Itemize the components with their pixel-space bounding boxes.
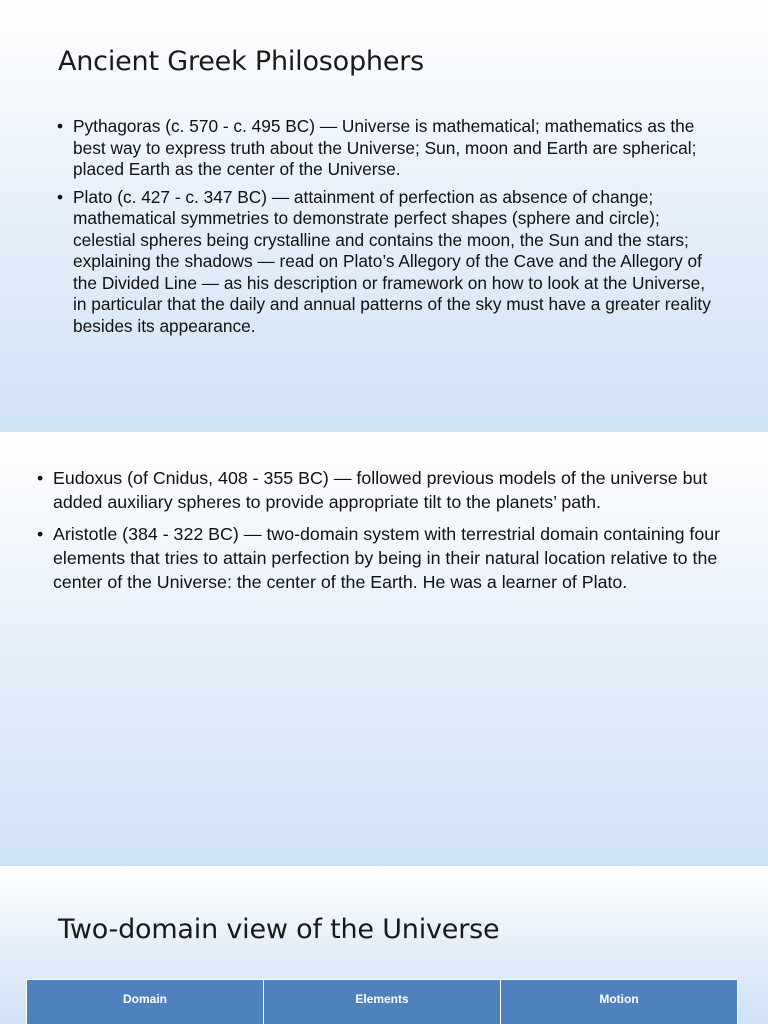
slide-two-domain-view [0, 868, 768, 1024]
slide-ancient-greek-philosophers [0, 0, 768, 432]
domain-table [26, 979, 738, 1024]
bullet-list [37, 466, 737, 602]
slide-title: Ancient Greek Philosophers [58, 46, 425, 77]
bullet-eudoxus: • Eudoxus (of Cnidus, 408 - 355 BC) — followed previous models of the universe but added auxiliary spheres to provide appropriate tilt to the planets’ path. [37, 466, 737, 514]
table-header-row [27, 980, 738, 1024]
slide-title: Two-domain view of the Universe [58, 914, 500, 945]
header-motion: Motion [501, 980, 738, 1024]
bullet-pythagoras: • Pythagoras (c. 570 - c. 495 BC) — Universe is mathematical; mathematics as the best way to express truth about the Universe; Sun, moon and Earth are spherical; placed Earth as the center of the Universe. [57, 116, 717, 181]
header-elements: Elements [264, 980, 501, 1024]
header-domain: Domain [27, 980, 264, 1024]
bullet-list [57, 116, 717, 343]
bullet-aristotle: • Aristotle (384 - 322 BC) — two-domain system with terrestrial domain containing four elements that tries to attain perfection by being in their natural location relative to the center of the Universe: the center of the Earth. He was a learner of Plato. [37, 522, 737, 594]
bullet-plato: • Plato (c. 427 - c. 347 BC) — attainment of perfection as absence of change; mathematical symmetries to demonstrate perfect shapes (sphere and circle); celestial spheres being crystalline and contains the moon, the Sun and the stars; explaining the shadows — read on Plato’s Allegory of the Cave and the Allegory of the Divided Line — as his description or framework on how to look at the Universe, in particular that the daily and annual patterns of the sky must have a greater reality besides its appearance. [57, 187, 717, 338]
slide-eudoxus-aristotle [0, 434, 768, 866]
